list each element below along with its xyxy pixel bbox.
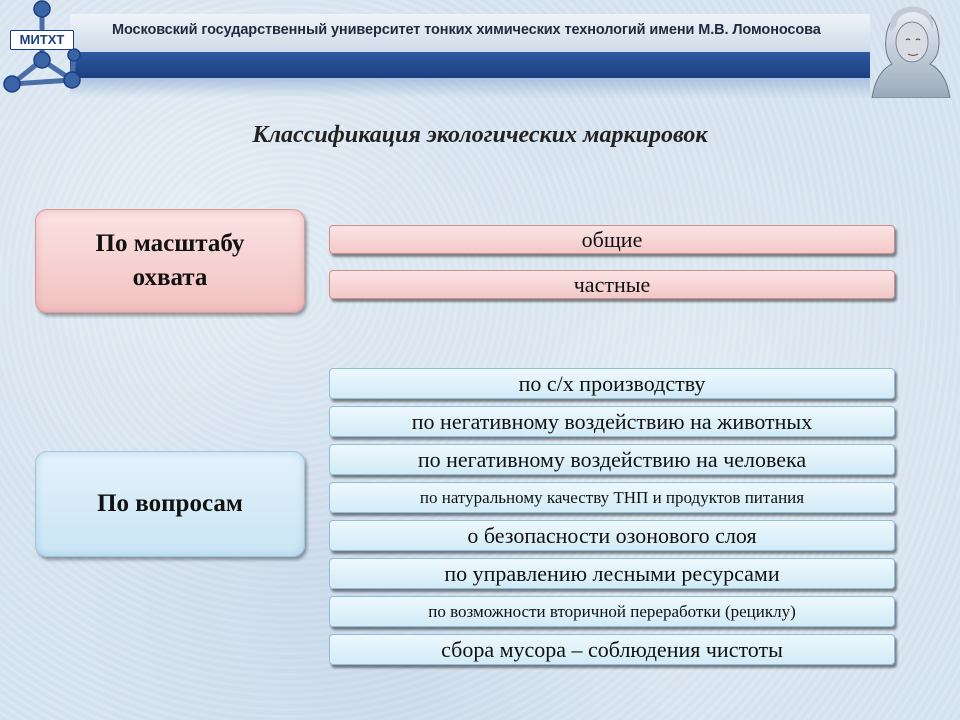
portrait-icon bbox=[862, 2, 958, 98]
header-band-dark bbox=[70, 52, 870, 78]
item-forest: по управлению лесными ресурсами bbox=[329, 558, 895, 589]
item-agriculture: по с/х производству bbox=[329, 368, 895, 399]
item-animals: по негативному воздействию на животных bbox=[329, 406, 895, 437]
logo-text: МИТХТ bbox=[10, 30, 74, 50]
category-scope-label-line2: охвата bbox=[132, 264, 208, 291]
item-recycling: по возможности вторичной переработки (рециклу) bbox=[329, 596, 895, 627]
item-litter: сбора мусора – соблюдения чистоты bbox=[329, 634, 895, 665]
category-scope bbox=[35, 209, 305, 313]
item-humans: по негативному воздействию на человека bbox=[329, 444, 895, 475]
header-fade bbox=[70, 78, 870, 98]
item-general: общие bbox=[329, 225, 895, 254]
university-name: Московский государственный университет тонких химических технологий имени М.В. Ломоносова bbox=[112, 22, 821, 38]
item-ozone: о безопасности озонового слоя bbox=[329, 520, 895, 551]
header-banner bbox=[0, 0, 960, 98]
item-natural-quality: по натуральному качеству ТНП и продуктов питания bbox=[329, 482, 895, 513]
slide-title: Классификация экологических маркировок bbox=[252, 122, 708, 148]
category-issues-label: По вопросам bbox=[97, 490, 243, 518]
item-particular: частные bbox=[329, 270, 895, 299]
category-scope-label-line1: По масштабу bbox=[95, 230, 245, 258]
category-issues bbox=[35, 451, 305, 557]
